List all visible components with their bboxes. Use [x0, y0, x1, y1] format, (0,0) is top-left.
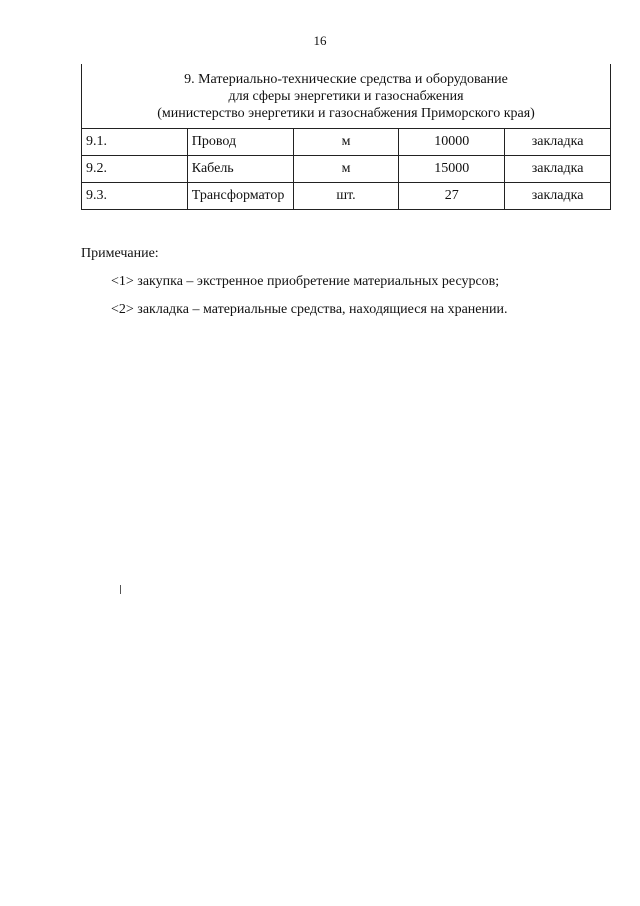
row-name: Провод: [187, 129, 293, 156]
page-number: 16: [313, 33, 327, 48]
section-title-line-3: (министерство энергетики и газоснабжения Приморского края): [157, 105, 535, 121]
row-number: 9.1.: [82, 129, 188, 156]
row-quantity: 15000: [399, 156, 505, 183]
row-number: 9.2.: [82, 156, 188, 183]
table-row: [82, 183, 611, 210]
row-unit: шт.: [293, 183, 399, 210]
row-name: Трансформатор: [187, 183, 293, 210]
row-type: закладка: [505, 156, 611, 183]
section-title-line-1: 9. Материально-технические средства и оборудование: [184, 71, 508, 87]
row-type: закладка: [505, 183, 611, 210]
table-row: [82, 156, 611, 183]
note-block: [81, 240, 611, 324]
row-unit: м: [293, 156, 399, 183]
section-header-row: [82, 64, 611, 129]
note-item-2: <2> закладка – материальные средства, находящиеся на хранении.: [111, 302, 508, 317]
row-unit: м: [293, 129, 399, 156]
row-name: Кабель: [187, 156, 293, 183]
row-quantity: 10000: [399, 129, 505, 156]
row-quantity: 27: [399, 183, 505, 210]
note-title: Примечание:: [81, 246, 159, 261]
scan-artifact-mark: [120, 585, 121, 594]
row-type: закладка: [505, 129, 611, 156]
row-number: 9.3.: [82, 183, 188, 210]
table-row: [82, 129, 611, 156]
section-title: [82, 64, 611, 129]
resources-table: [81, 64, 611, 210]
section-title-line-2: для сферы энергетики и газоснабжения: [228, 88, 464, 104]
note-item-1: <1> закупка – экстренное приобретение материальных ресурсов;: [111, 274, 500, 289]
